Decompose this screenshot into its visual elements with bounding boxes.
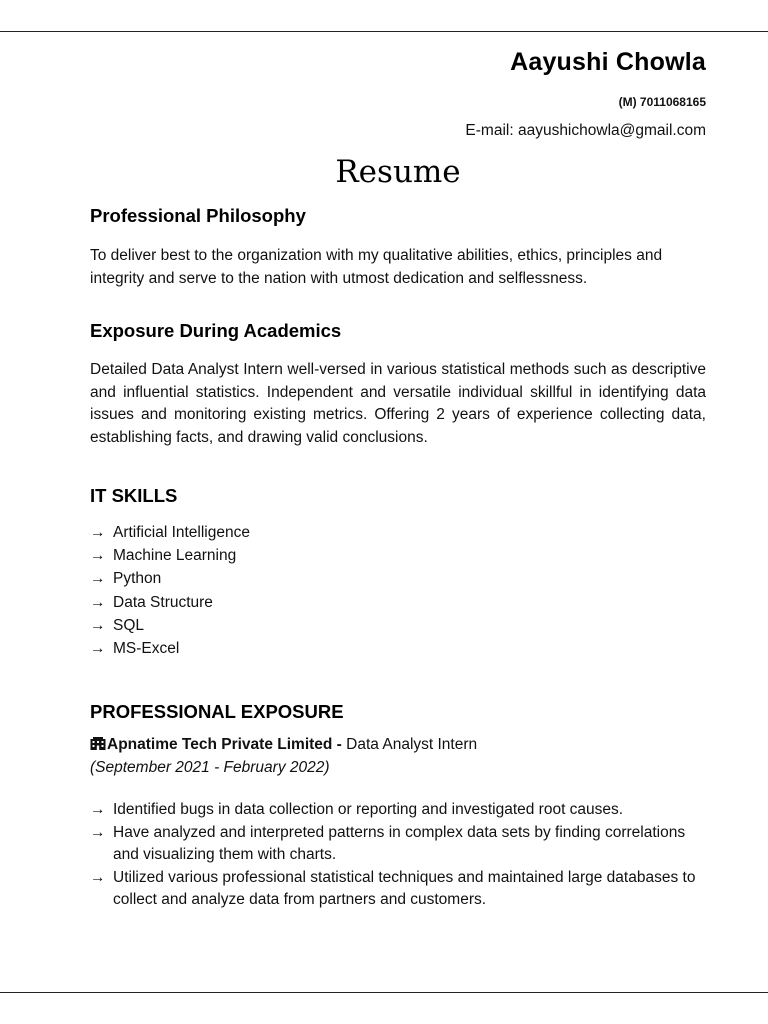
arrow-right-icon: → <box>90 868 106 886</box>
duties-list <box>90 799 706 912</box>
document-title: Resume <box>335 154 461 190</box>
it-skills-heading: IT SKILLS <box>90 485 178 506</box>
arrow-right-icon: → <box>90 593 106 611</box>
list-item <box>90 822 706 867</box>
philosophy-text: To deliver best to the organization with my qualitative abilities, ethics, principles and integrity and serve to the nation with utmost dedication and selflessness. <box>90 247 663 287</box>
bottom-divider <box>0 992 768 993</box>
list-item <box>90 867 706 912</box>
it-skills-list <box>90 521 706 660</box>
list-item <box>90 591 706 614</box>
academics-heading: Exposure During Academics <box>90 320 342 341</box>
arrow-right-icon: → <box>90 640 106 658</box>
arrow-right-icon: → <box>90 570 106 588</box>
list-item <box>90 614 706 637</box>
job-role: Data Analyst Intern <box>346 736 478 753</box>
candidate-name: Aayushi Chowla <box>510 48 706 76</box>
company-name: Apnatime Tech Private Limited - <box>107 736 342 753</box>
email-address: E-mail: aayushichowla@gmail.com <box>465 122 706 139</box>
professional-exposure-heading: PROFESSIONAL EXPOSURE <box>90 701 344 722</box>
list-item <box>90 799 706 822</box>
philosophy-heading: Professional Philosophy <box>90 205 306 226</box>
arrow-right-icon: → <box>90 524 106 541</box>
arrow-right-icon: → <box>90 547 106 565</box>
resume-page <box>90 0 706 1024</box>
company-line <box>90 736 477 755</box>
list-item <box>90 544 706 567</box>
list-item <box>90 637 706 660</box>
skill-label: Python <box>113 570 162 588</box>
mobile-number: (M) 7011068165 <box>618 95 706 109</box>
skill-label: MS-Excel <box>113 640 180 658</box>
arrow-right-icon: → <box>90 823 106 841</box>
building-icon <box>90 737 107 755</box>
arrow-right-icon: → <box>90 801 106 818</box>
academics-text: Detailed Data Analyst Intern well-versed in various statistical methods such as descriptive and influential statistics. Independent and versatile individual skillful in identifying data issues and monitoring existing metrics. Offering 2 years of experience collecting data, establishing facts, and drawing valid conclusions. <box>90 361 706 446</box>
employment-period: (September 2021 - February 2022) <box>90 759 330 776</box>
duty-text: Identified bugs in data collection or reporting and investigated root causes. <box>113 801 624 818</box>
skill-label: Data Structure <box>113 593 213 611</box>
arrow-right-icon: → <box>90 616 106 634</box>
skill-label: SQL <box>113 616 145 634</box>
list-item <box>90 521 706 544</box>
duty-text: Utilized various professional statistical techniques and maintained large databases to collect and analyze data from partners and customers. <box>113 868 696 908</box>
skill-label: Machine Learning <box>113 547 237 565</box>
list-item <box>90 567 706 590</box>
duty-text: Have analyzed and interpreted patterns in complex data sets by finding correlations and visualizing them with charts. <box>113 823 686 863</box>
skill-label: Artificial Intelligence <box>113 524 250 541</box>
